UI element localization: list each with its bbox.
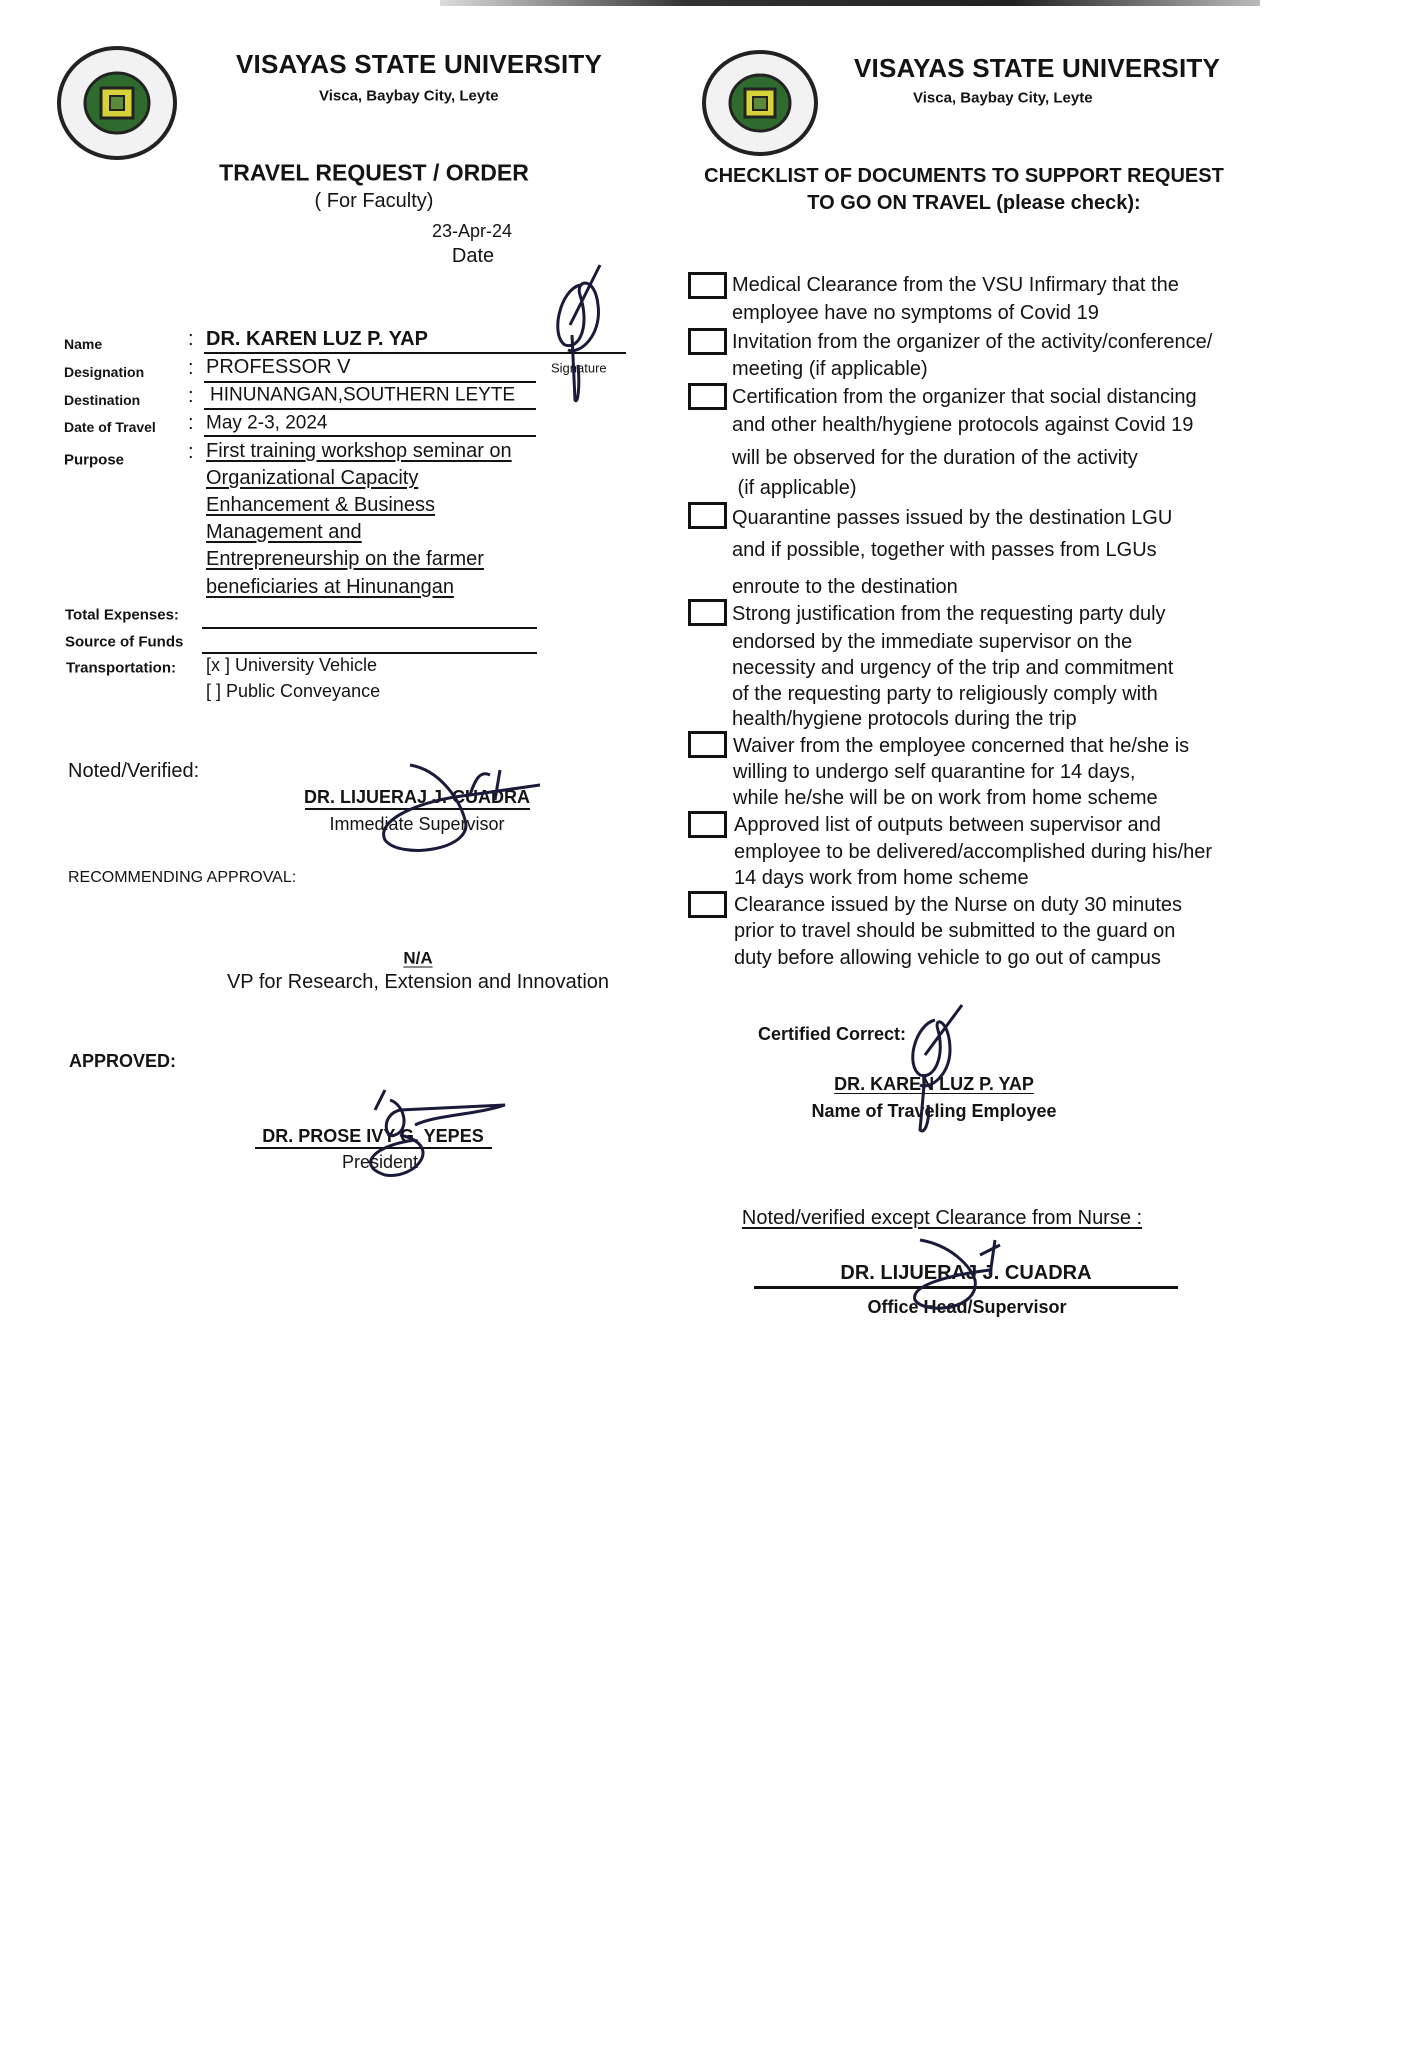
date-of-travel-value: May 2-3, 2024	[206, 412, 328, 434]
date-of-travel-label: Date of Travel	[64, 419, 156, 435]
colon: :	[188, 385, 194, 407]
checklist-checkbox[interactable]	[688, 811, 727, 838]
purpose-line: First training workshop seminar on	[206, 440, 512, 462]
checklist-item-text: endorsed by the immediate supervisor on the	[732, 631, 1133, 653]
checklist-item-text: duty before allowing vehicle to go out of campus	[734, 947, 1161, 969]
purpose-line: Organizational Capacity	[206, 467, 419, 489]
recommending-approval-label: RECOMMENDING APPROVAL:	[68, 869, 297, 886]
total-expenses-underline	[202, 627, 537, 629]
checklist-item-text: (if applicable)	[732, 477, 857, 499]
office-head-name: DR. LIJUERAJ J. CUADRA	[840, 1262, 1092, 1284]
date-of-travel-underline	[204, 435, 536, 437]
checklist-item-text: Clearance issued by the Nurse on duty 30 minutes	[734, 894, 1183, 916]
checklist-item-text: meeting (if applicable)	[732, 358, 928, 380]
form-subtitle: ( For Faculty)	[314, 190, 434, 212]
supervisor-name: DR. LIJUERAJ J. CUADRA	[303, 787, 531, 807]
checklist-item-text: enroute to the destination	[732, 576, 958, 598]
colon: :	[188, 441, 194, 463]
traveling-employee-title: Name of Traveling Employee	[811, 1101, 1057, 1121]
checklist-checkbox[interactable]	[688, 731, 727, 758]
checklist-checkbox[interactable]	[688, 502, 727, 529]
total-expenses-label: Total Expenses:	[65, 606, 179, 624]
signature-karen-yap-certified	[900, 1005, 970, 1135]
source-of-funds-underline	[202, 652, 537, 654]
request-date: 23-Apr-24	[431, 221, 513, 241]
destination-label: Destination	[64, 392, 141, 408]
checklist-item-text: and other health/hygiene protocols against Covid 19	[732, 414, 1194, 436]
checklist-title: TO GO ON TRAVEL (please check):	[807, 192, 1141, 214]
checklist-item-text: willing to undergo self quarantine for 14 days,	[733, 761, 1136, 783]
checklist-item-text: 14 days work from home scheme	[734, 867, 1029, 889]
checklist-item-text: health/hygiene protocols during the trip	[732, 708, 1077, 730]
university-name: VISAYAS STATE UNIVERSITY	[854, 53, 1221, 83]
university-address: Visca, Baybay City, Leyte	[319, 87, 499, 105]
designation-label: Designation	[64, 364, 145, 380]
signature-karen-yap	[550, 265, 610, 405]
noted-except-label: Noted/verified except Clearance from Nurse :	[741, 1207, 1143, 1229]
signature-label: Signature	[551, 360, 607, 376]
checklist-checkbox[interactable]	[688, 272, 727, 299]
checklist-item-text: while he/she will be on work from home scheme	[733, 787, 1158, 809]
supervisor-title: Immediate Supervisor	[329, 814, 505, 834]
checklist-item-text: and if possible, together with passes from LGUs	[732, 539, 1157, 561]
destination-underline	[204, 408, 536, 410]
university-name: VISAYAS STATE UNIVERSITY	[236, 49, 603, 79]
university-seal-icon	[700, 48, 820, 158]
recommending-title: VP for Research, Extension and Innovation	[226, 971, 610, 993]
certified-correct-label: Certified Correct:	[758, 1024, 907, 1044]
transportation-label: Transportation:	[66, 659, 177, 677]
president-title: President	[341, 1152, 419, 1172]
purpose-line: Management and	[206, 521, 362, 543]
noted-verified-label: Noted/Verified:	[68, 760, 200, 782]
checklist-checkbox[interactable]	[688, 599, 727, 626]
traveling-employee-name: DR. KAREN LUZ P. YAP	[834, 1074, 1034, 1094]
date-label: Date	[451, 245, 495, 267]
colon: :	[188, 357, 194, 379]
university-address: Visca, Baybay City, Leyte	[913, 89, 1093, 107]
checklist-item-text: of the requesting party to religiously comply with	[732, 683, 1158, 705]
signature-yepes	[355, 1085, 515, 1180]
checklist-title: CHECKLIST OF DOCUMENTS TO SUPPORT REQUEST	[704, 165, 1224, 187]
president-name: DR. PROSE IVY G. YEPES	[262, 1126, 484, 1146]
office-head-title: Office Head/Supervisor	[867, 1297, 1067, 1317]
designation-value: PROFESSOR V	[206, 356, 351, 378]
purpose-line: Entrepreneurship on the farmer	[206, 548, 484, 570]
university-seal-icon	[55, 44, 180, 162]
designation-underline	[204, 381, 536, 383]
checklist-item-text: Quarantine passes issued by the destination LGU	[732, 507, 1173, 529]
checklist-item-text: Approved list of outputs between supervisor and	[734, 814, 1161, 836]
transport-option-university-vehicle: [x ] University Vehicle	[206, 655, 378, 675]
checklist-item-text: Waiver from the employee concerned that he/she is	[733, 735, 1190, 757]
checklist-checkbox[interactable]	[688, 383, 727, 410]
approved-label: APPROVED:	[69, 1051, 177, 1071]
checklist-checkbox[interactable]	[688, 891, 727, 918]
signature-cuadra-office-head	[910, 1235, 1030, 1320]
signature-cuadra	[380, 760, 550, 860]
purpose-line: beneficiaries at Hinunangan	[206, 576, 454, 598]
name-value: DR. KAREN LUZ P. YAP	[206, 328, 428, 350]
checklist-item-text: Invitation from the organizer of the activity/conference/	[732, 331, 1213, 353]
destination-value: HINUNANGAN,SOUTHERN LEYTE	[210, 384, 516, 406]
checklist-item-text: employee have no symptoms of Covid 19	[732, 302, 1099, 324]
checklist-item-text: Certification from the organizer that social distancing	[732, 386, 1197, 408]
purpose-label: Purpose	[64, 451, 125, 469]
source-of-funds-label: Source of Funds	[65, 633, 184, 651]
form-title: TRAVEL REQUEST / ORDER	[219, 159, 529, 186]
colon: :	[188, 328, 194, 350]
recommending-name: N/A	[403, 948, 433, 968]
checklist-item-text: Strong justification from the requesting party duly	[732, 603, 1166, 625]
scan-edge	[440, 0, 1260, 6]
name-label: Name	[64, 336, 103, 352]
colon: :	[188, 412, 194, 434]
checklist-item-text: prior to travel should be submitted to the guard on	[734, 920, 1176, 942]
checklist-item-text: will be observed for the duration of the activity	[732, 447, 1138, 469]
transport-option-public-conveyance: [ ] Public Conveyance	[206, 681, 381, 701]
purpose-line: Enhancement & Business	[206, 494, 436, 516]
checklist-item-text: necessity and urgency of the trip and commitment	[732, 657, 1174, 679]
checklist-item-text: employee to be delivered/accomplished during his/her	[734, 841, 1213, 863]
checklist-item-text: Medical Clearance from the VSU Infirmary that the	[732, 274, 1179, 296]
checklist-checkbox[interactable]	[688, 328, 727, 355]
